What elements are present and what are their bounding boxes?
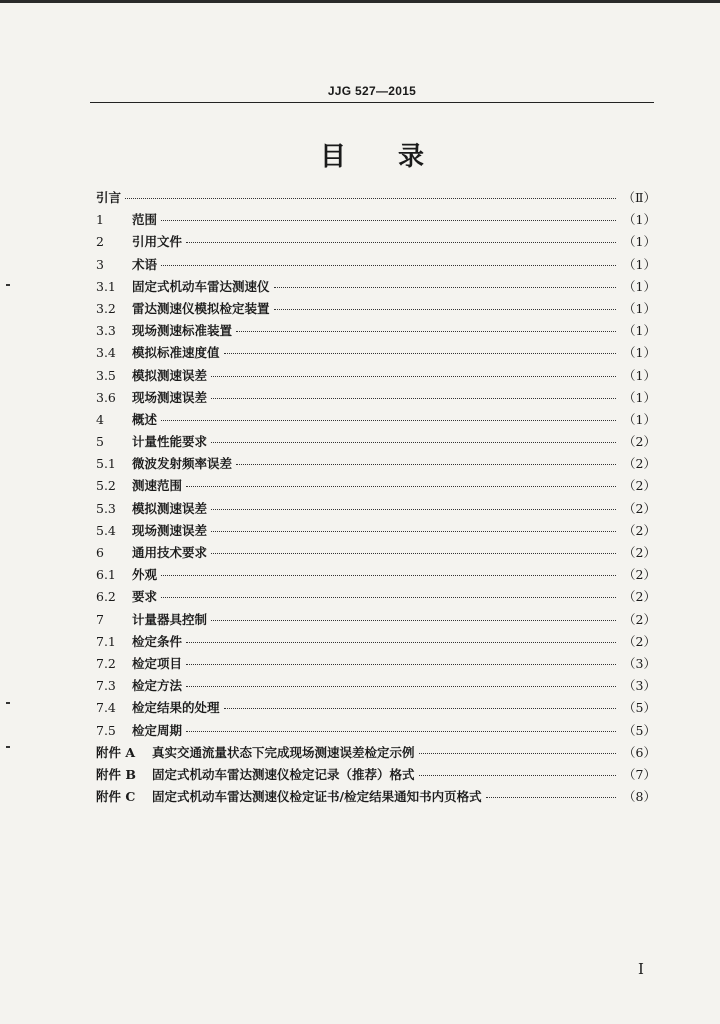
toc-entry-title: 真实交通流量状态下完成现场测速误差检定示例 [152, 744, 415, 760]
title-char-left: 目 [319, 142, 346, 172]
toc-entry-page: （1） [623, 256, 656, 272]
dot-leader [186, 731, 616, 732]
dot-leader [161, 575, 616, 576]
dot-leader [161, 597, 616, 598]
toc-entry-title: 检定周期 [132, 722, 183, 738]
toc-entry-number: 附件 B [96, 766, 136, 782]
dot-leader [186, 486, 616, 487]
header-rule [90, 102, 654, 103]
toc-entry[interactable] [96, 321, 656, 343]
dot-leader [211, 376, 616, 377]
toc-entry[interactable] [96, 676, 656, 698]
toc-entry[interactable] [96, 654, 656, 676]
toc-entry-number: 附件 C [96, 789, 136, 805]
toc-entry-page: （1） [623, 323, 656, 339]
toc-entry[interactable] [96, 255, 656, 277]
toc-entry-number: 5 [96, 434, 104, 450]
toc-entry[interactable] [96, 188, 656, 210]
toc-entry-page: （2） [623, 545, 656, 560]
toc-entry[interactable] [96, 521, 656, 543]
toc-entry[interactable] [96, 410, 656, 432]
dot-leader [211, 398, 616, 399]
toc-entry-number: 7.3 [96, 678, 116, 694]
toc-entry-page: （3） [623, 678, 656, 694]
toc-entry[interactable] [96, 610, 656, 632]
toc-entry-number: 附件 A [96, 744, 136, 760]
dot-leader [161, 265, 616, 266]
dot-leader [125, 198, 616, 199]
toc-entry-number: 2 [96, 234, 104, 250]
toc-entry-title: 术语 [132, 256, 158, 272]
toc-entry[interactable] [96, 565, 656, 587]
toc-entry-number: 6.2 [96, 589, 116, 605]
scan-speck [6, 746, 10, 748]
toc-entry-number: 7.4 [96, 700, 116, 716]
dot-leader [486, 797, 616, 798]
standard-number: JJG 527—2015 [327, 84, 417, 98]
toc-entry-title: 模拟标准速度值 [132, 345, 220, 361]
toc-entry-number: 6 [96, 545, 104, 560]
toc-entry-number: 1 [96, 212, 104, 228]
toc-entry-title: 模拟测速误差 [132, 500, 208, 516]
toc-entry[interactable] [96, 343, 656, 365]
toc-entry-number: 3 [96, 256, 104, 272]
page-title [90, 136, 654, 173]
toc-entry-number: 3.2 [96, 300, 116, 316]
toc-entry-number: 3.6 [96, 389, 116, 405]
toc-entry[interactable] [96, 454, 656, 476]
toc-entry[interactable] [96, 388, 656, 410]
toc-entry-page: （5） [623, 700, 656, 716]
dot-leader [161, 420, 616, 421]
dot-leader [224, 708, 616, 709]
toc-entry-page: （2） [623, 522, 656, 538]
title-char-right: 录 [398, 142, 425, 172]
toc-entry-page: （2） [623, 500, 656, 516]
toc-entry[interactable] [96, 366, 656, 388]
dot-leader [274, 287, 616, 288]
toc-entry-number: 7.2 [96, 655, 116, 671]
toc-entry[interactable] [96, 210, 656, 232]
toc-entry[interactable] [96, 476, 656, 498]
scan-speck [6, 702, 10, 704]
toc-entry-number: 7.5 [96, 722, 116, 738]
dot-leader [419, 775, 616, 776]
toc-entry-number: 3.1 [96, 278, 116, 294]
dot-leader [419, 753, 616, 754]
toc-entry-page: （5） [623, 722, 656, 738]
dot-leader [211, 620, 616, 621]
toc-entry[interactable] [96, 587, 656, 609]
page-number: I [638, 960, 644, 978]
toc-entry-page: （6） [623, 744, 656, 760]
toc-entry-number: 3.3 [96, 323, 116, 339]
toc-entry-number: 7 [96, 611, 104, 627]
toc-entry-page: （2） [623, 434, 656, 450]
toc-entry-page: （2） [623, 478, 656, 494]
toc-entry-title: 固定式机动车雷达测速仪 [132, 278, 270, 294]
toc-entry-page: （1） [623, 300, 656, 316]
top-edge-line [0, 0, 720, 3]
toc-entry-number: 5.2 [96, 478, 116, 494]
toc-entry-title: 计量性能要求 [132, 434, 208, 450]
toc-entry-title: 现场测速标准装置 [132, 323, 233, 339]
toc-entry-title: 概述 [132, 411, 158, 427]
toc-entry[interactable] [96, 432, 656, 454]
scan-speck [6, 284, 10, 286]
toc-entry-title: 要求 [132, 589, 158, 605]
toc-entry-number: 4 [96, 411, 104, 427]
toc-entry-page: （1） [623, 278, 656, 294]
dot-leader [211, 553, 616, 554]
toc-entry-title: 测速范围 [132, 478, 183, 494]
toc-entry-page: （2） [623, 611, 656, 627]
toc-entry[interactable] [96, 499, 656, 521]
toc-entry-number: 7.1 [96, 633, 116, 649]
dot-leader [236, 331, 616, 332]
dot-leader [211, 509, 616, 510]
toc-entry-page: （1） [623, 389, 656, 405]
toc-entry-page: （1） [623, 345, 656, 361]
toc-entry-number: 6.1 [96, 567, 116, 583]
toc-entry-title: 计量器具控制 [132, 611, 208, 627]
toc-entry-page: （2） [623, 567, 656, 583]
toc-entry-page: （1） [623, 411, 656, 427]
toc-entry-title: 引用文件 [132, 234, 183, 250]
toc-entry[interactable] [96, 632, 656, 654]
toc-entry-title: 固定式机动车雷达测速仪检定记录（推荐）格式 [152, 766, 415, 782]
toc-entry-title: 雷达测速仪模拟检定装置 [132, 300, 270, 316]
toc-entry-page: （2） [623, 633, 656, 649]
toc-entry-title: 检定方法 [132, 678, 183, 694]
toc-entry-page: （1） [623, 234, 656, 250]
toc-entry[interactable] [96, 787, 656, 809]
toc-entry[interactable] [96, 232, 656, 254]
toc-entry-title: 现场测速误差 [132, 522, 208, 538]
dot-leader [186, 664, 616, 665]
toc-entry[interactable] [96, 277, 656, 299]
toc-entry-title: 模拟测速误差 [132, 367, 208, 383]
dot-leader [224, 353, 616, 354]
dot-leader [211, 442, 616, 443]
toc-entry-number: 3.4 [96, 345, 116, 361]
toc-entry-number: 5.1 [96, 456, 116, 472]
toc-entry[interactable] [96, 743, 656, 765]
toc-entry-title: 检定条件 [132, 633, 183, 649]
toc-entry-page: （Ⅱ） [622, 190, 656, 205]
toc-entry-page: （3） [623, 655, 656, 671]
toc-entry-title: 引言 [96, 190, 122, 205]
dot-leader [211, 531, 616, 532]
toc-entry[interactable] [96, 543, 656, 565]
toc-entry-page: （1） [623, 367, 656, 383]
toc-entry[interactable] [96, 765, 656, 787]
toc-entry-page: （8） [623, 789, 656, 805]
toc-entry[interactable] [96, 299, 656, 321]
dot-leader [161, 220, 616, 221]
toc-entry-title: 微波发射频率误差 [132, 456, 233, 472]
dot-leader [274, 309, 616, 310]
toc-entry-page: （2） [623, 589, 656, 605]
toc-entry-title: 通用技术要求 [132, 545, 208, 560]
toc-entry-number: 3.5 [96, 367, 116, 383]
dot-leader [186, 686, 616, 687]
toc-entry-title: 检定结果的处理 [132, 700, 220, 716]
toc-entry-number: 5.4 [96, 522, 116, 538]
toc-entry-title: 固定式机动车雷达测速仪检定证书/检定结果通知书内页格式 [152, 789, 482, 805]
dot-leader [186, 642, 616, 643]
table-of-contents [96, 188, 656, 809]
toc-entry[interactable] [96, 721, 656, 743]
toc-entry-title: 现场测速误差 [132, 389, 208, 405]
dot-leader [186, 242, 616, 243]
toc-entry-title: 检定项目 [132, 655, 183, 671]
toc-entry-page: （1） [623, 212, 656, 228]
dot-leader [236, 464, 616, 465]
toc-entry-title: 外观 [132, 567, 158, 583]
toc-entry-page: （2） [623, 456, 656, 472]
toc-entry[interactable] [96, 698, 656, 720]
toc-entry-page: （7） [623, 766, 656, 782]
toc-entry-title: 范围 [132, 212, 158, 228]
toc-entry-number: 5.3 [96, 500, 116, 516]
